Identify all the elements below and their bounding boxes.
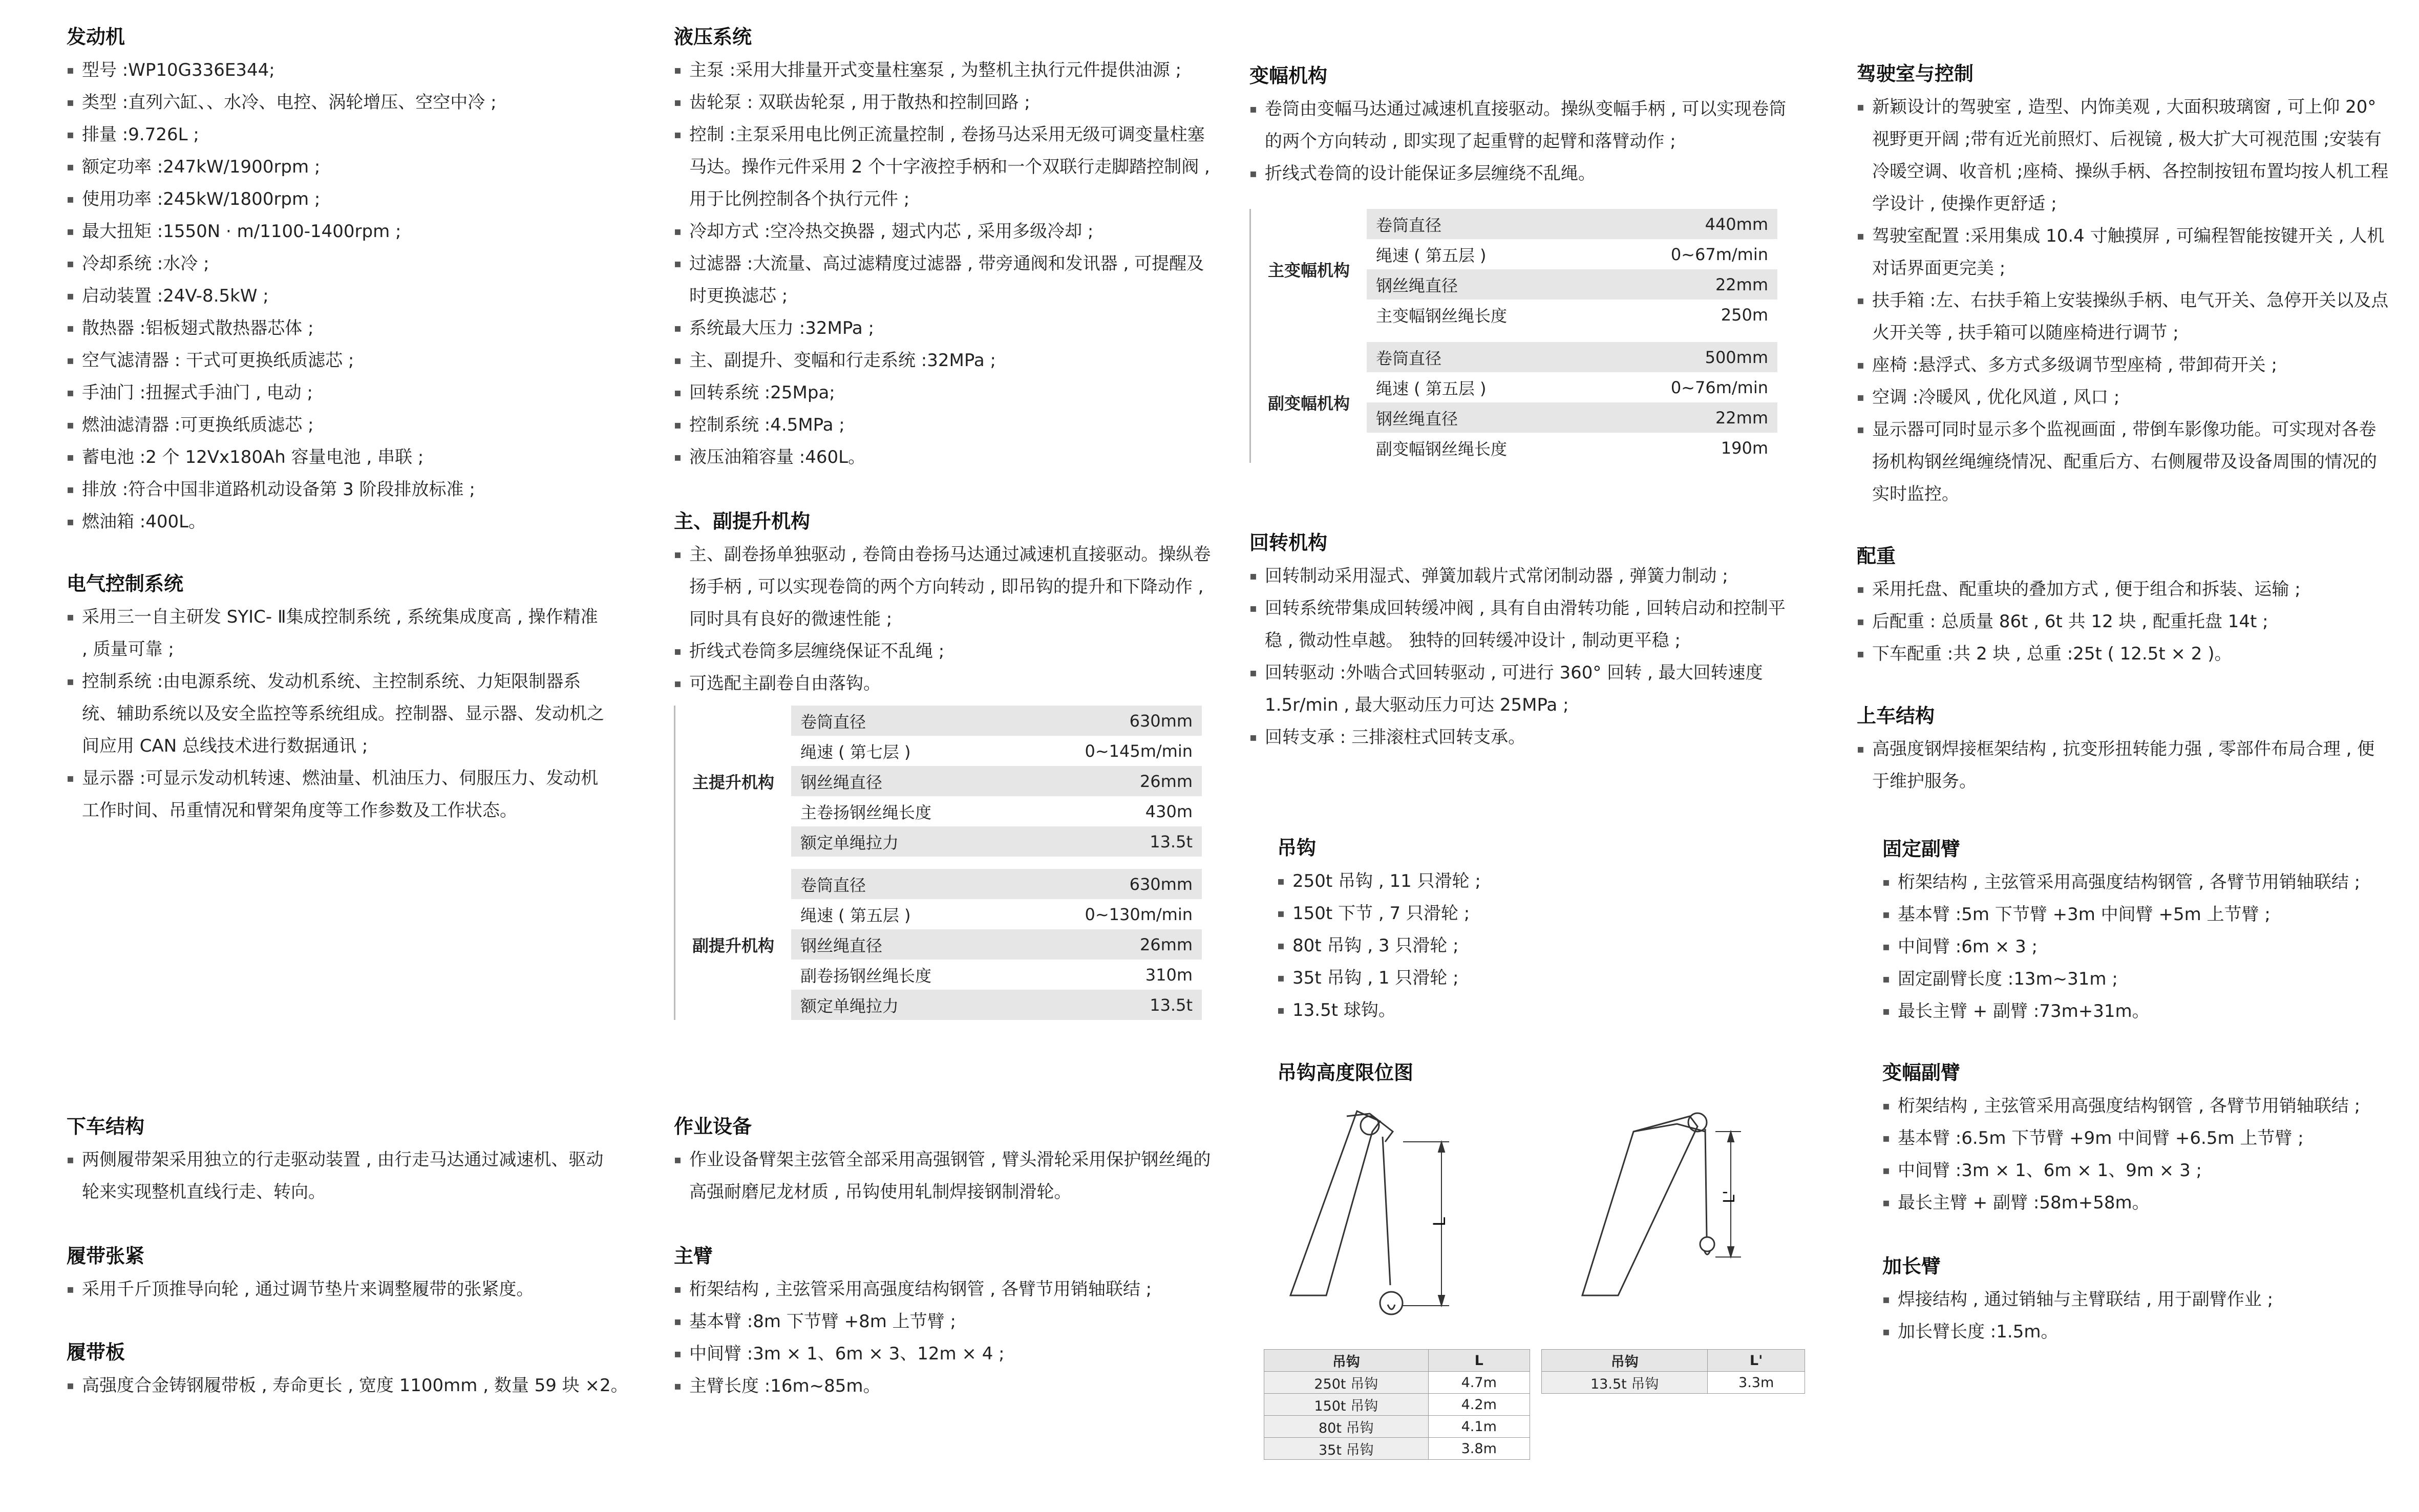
hook-diagram-right xyxy=(1582,1113,1714,1295)
list-item: ▪ 排放 :符合中国非道路机动设备第 3 阶段排放标准 ; xyxy=(67,474,620,506)
engine-list xyxy=(67,54,620,538)
list-item: ▪ 排量 :9.726L ; xyxy=(67,119,620,151)
list-item: ▪ 系统最大压力 :32MPa ; xyxy=(674,312,1212,345)
list-item: ▪ 过滤器 :大流量、高过滤精度过滤器 , 带旁通阀和发讯器 , 可提醒及时更换滤芯 ; xyxy=(674,248,1212,312)
slewing-list xyxy=(1249,560,1792,754)
list-item: ▪ 采用三一自主研发 SYIC- Ⅱ集成控制系统 , 系统集成度高 , 操作精准 , 质量可靠 ; xyxy=(67,601,604,666)
hook-limit-table-1 xyxy=(1264,1349,1530,1460)
hook-diagram-left xyxy=(1290,1111,1403,1314)
list-item: ▪ 型号 :WP10G336E344; xyxy=(67,54,620,87)
work-device-section xyxy=(674,1112,1212,1208)
undercarriage-heading: 下车结构 xyxy=(67,1115,145,1138)
tension-heading: 履带张紧 xyxy=(67,1245,145,1267)
spec-group xyxy=(675,869,1202,1020)
fixed-jib-heading: 固定副臂 xyxy=(1882,838,1961,860)
list-item: ▪ 两侧履带架采用独立的行走驱动装置 , 由行走马达通过减速机、驱动轮来实现整机直线行走、转向。 xyxy=(67,1144,609,1208)
list-item: ▪ 冷却方式 :空冷热交换器 , 翅式内芯 , 采用多级冷却 ; xyxy=(674,216,1212,248)
list-item: ▪ 冷却系统 :水冷 ; xyxy=(67,248,620,280)
list-item: ▪ 折线式卷筒多层缠绕保证不乱绳 ; xyxy=(674,635,1212,668)
spec-label: 卷筒直径 xyxy=(1367,209,1585,239)
table-cell: 250t 吊钩 xyxy=(1264,1372,1429,1394)
list-item: ▪ 显示器可同时显示多个监视画面 , 带倒车影像功能。可实现对各卷扬机构钢丝绳缠绕情况、配重后方、右侧履带及设备周围的情况的实时监控。 xyxy=(1857,414,2389,510)
spec-value: 630mm xyxy=(1009,706,1202,736)
table-row xyxy=(675,869,1202,899)
table-cell: 4.2m xyxy=(1428,1394,1530,1416)
list-item: ▪ 驾驶室配置 :采用集成 10.4 寸触摸屏 , 可编程智能按键开关 , 人机对话界面更完美 ; xyxy=(1857,220,2389,285)
main-boom-section xyxy=(674,1242,1212,1402)
ext-jib-list xyxy=(1882,1284,2394,1348)
work-device-heading: 作业设备 xyxy=(674,1115,752,1138)
table-row xyxy=(1264,1438,1530,1460)
slewing-heading: 回转机构 xyxy=(1249,531,1328,554)
list-item: ▪ 主、副提升、变幅和行走系统 :32MPa ; xyxy=(674,345,1212,377)
spec-label: 卷筒直径 xyxy=(791,869,1009,899)
spec-group xyxy=(675,706,1202,857)
list-item: ▪ 回转驱动 :外啮合式回转驱动 , 可进行 360° 回转 , 最大回转速度 1.5r/min , 最大驱动压力可达 25MPa ; xyxy=(1249,657,1792,721)
spec-label: 额定单绳拉力 xyxy=(791,826,1009,857)
list-item: ▪ 桁架结构 , 主弦管采用高强度结构钢管 , 各臂节用销轴联结 ; xyxy=(1882,866,2394,899)
spec-value: 13.5t xyxy=(1009,990,1202,1020)
spec-group xyxy=(1251,342,1777,463)
spec-value: 310m xyxy=(1009,960,1202,990)
engine-heading: 发动机 xyxy=(67,26,125,48)
shoe-section xyxy=(67,1338,630,1402)
list-item: ▪ 控制系统 :4.5MPa ; xyxy=(674,409,1212,441)
spec-label: 绳速 ( 第七层 ) xyxy=(791,736,1009,766)
undercarriage-section xyxy=(67,1112,609,1208)
list-item: ▪ 基本臂 :6.5m 下节臂 +9m 中间臂 +6.5m 上节臂 ; xyxy=(1882,1122,2394,1155)
table-cell: 4.7m xyxy=(1428,1372,1530,1394)
list-item: ▪ 采用托盘、配重块的叠加方式 , 便于组合和拆装、运输 ; xyxy=(1857,573,2389,606)
hoist-spec-table xyxy=(674,706,1202,1020)
upper-section xyxy=(1857,701,2389,798)
list-item: ▪ 主泵 :采用大排量开式变量柱塞泵 , 为整机主执行元件提供油源 ; xyxy=(674,54,1212,87)
table-cell: 3.8m xyxy=(1428,1438,1530,1460)
spec-value: 0~76m/min xyxy=(1585,372,1777,402)
spec-value: 440mm xyxy=(1585,209,1777,239)
spec-value: 430m xyxy=(1009,796,1202,826)
hoist-heading: 主、副提升机构 xyxy=(674,510,811,533)
spec-label: 钢丝绳直径 xyxy=(1367,269,1585,300)
list-item: ▪ 下车配重 :共 2 块 , 总重 :25t ( 12.5t × 2 )。 xyxy=(1857,638,2389,670)
list-item: ▪ 类型 :直列六缸、、水冷、电控、涡轮增压、空空中冷 ; xyxy=(67,87,620,119)
spec-label: 主卷扬钢丝绳长度 xyxy=(791,796,1009,826)
spec-value: 500mm xyxy=(1585,342,1777,372)
table-header-row xyxy=(1542,1350,1805,1372)
list-item: ▪ 中间臂 :3m × 1、6m × 1、9m × 3 ; xyxy=(1882,1155,2394,1187)
spec-group xyxy=(1251,209,1777,330)
shoe-list xyxy=(67,1370,630,1402)
spec-label: 绳速 ( 第五层 ) xyxy=(1367,239,1585,269)
list-item: ▪ 回转系统 :25Mpa; xyxy=(674,377,1212,409)
list-item: ▪ 焊接结构 , 通过销轴与主臂联结 , 用于副臂作业 ; xyxy=(1882,1284,2394,1316)
counterweight-heading: 配重 xyxy=(1857,545,1896,567)
list-item: ▪ 扶手箱 :左、右扶手箱上安装操纵手柄、电气开关、急停开关以及点火开关等 , 扶手箱可以随座椅进行调节 ; xyxy=(1857,285,2389,349)
main-boom-heading: 主臂 xyxy=(674,1245,713,1267)
table-cell: 13.5t 吊钩 xyxy=(1542,1372,1708,1394)
hook-limit-heading: 吊钩高度限位图 xyxy=(1277,1061,1414,1084)
table-header: 吊钩 xyxy=(1542,1350,1708,1372)
undercarriage-list xyxy=(67,1144,609,1208)
spec-value: 0~130m/min xyxy=(1009,899,1202,929)
counterweight-list xyxy=(1857,573,2389,670)
spec-value: 0~145m/min xyxy=(1009,736,1202,766)
list-item: ▪ 显示器 :可显示发动机转速、燃油量、机油压力、伺服压力、发动机工作时间、吊重情况和臂架角度等工作参数及工作状态。 xyxy=(67,762,604,827)
boom-right-shape xyxy=(1582,1116,1697,1295)
list-item: ▪ 基本臂 :8m 下节臂 +8m 上节臂 ; xyxy=(674,1306,1212,1338)
spec-value: 22mm xyxy=(1585,402,1777,433)
table-cell: 35t 吊钩 xyxy=(1264,1438,1429,1460)
spec-label: 副变幅钢丝绳长度 xyxy=(1367,433,1585,463)
list-item: ▪ 采用千斤顶推导向轮 , 通过调节垫片来调整履带的张紧度。 xyxy=(67,1273,620,1306)
list-item: ▪ 燃油滤清器 :可更换纸质滤芯 ; xyxy=(67,409,620,441)
fixed-jib-section xyxy=(1882,835,2394,1028)
list-item: ▪ 空调 :冷暖风 , 优化风道 , 风口 ; xyxy=(1857,381,2389,414)
spec-label: 钢丝绳直径 xyxy=(791,929,1009,960)
ball-hook-right xyxy=(1700,1237,1714,1251)
list-item: ▪ 固定副臂长度 :13m~31m ; xyxy=(1882,963,2394,995)
hydraulic-list xyxy=(674,54,1212,474)
list-item: ▪ 作业设备臂架主弦管全部采用高强钢管 , 臂头滑轮采用保护钢丝绳的高强耐磨尼龙材质 , 吊钩使用轧制焊接钢制滑轮。 xyxy=(674,1144,1212,1208)
luffing-jib-section xyxy=(1882,1058,2394,1219)
table-row xyxy=(1251,342,1777,372)
spec-group-label: 主提升机构 xyxy=(675,706,791,857)
dimension-label-L-prime: L' xyxy=(1721,1190,1738,1203)
electric-section xyxy=(67,569,604,827)
list-item: ▪ 150t 下节 , 7 只滑轮 ; xyxy=(1277,898,1687,930)
list-item: ▪ 空气滤清器 : 干式可更换纸质滤芯 ; xyxy=(67,345,620,377)
list-item: ▪ 卷筒由变幅马达通过减速机直接驱动。操纵变幅手柄 , 可以实现卷筒的两个方向转动 , 即实现了起重臂的起臂和落臂动作 ; xyxy=(1249,93,1792,158)
spec-value: 630mm xyxy=(1009,869,1202,899)
spec-label: 卷筒直径 xyxy=(1367,342,1585,372)
list-item: ▪ 中间臂 :3m × 1、6m × 3、12m × 4 ; xyxy=(674,1338,1212,1370)
list-item: ▪ 最长主臂 + 副臂 :73m+31m。 xyxy=(1882,995,2394,1028)
list-item: ▪ 回转系统带集成回转缓冲阀 , 具有自由滑转功能 , 回转启动和控制平稳 , 微动性卓越。 独特的回转缓冲设计 , 制动更平稳 ; xyxy=(1249,592,1792,657)
upper-heading: 上车结构 xyxy=(1857,705,1935,727)
ext-jib-heading: 加长臂 xyxy=(1882,1255,1941,1277)
work-device-list xyxy=(674,1144,1212,1208)
spec-label: 绳速 ( 第五层 ) xyxy=(1367,372,1585,402)
table-header-row xyxy=(1264,1350,1530,1372)
list-item: ▪ 回转制动采用湿式、弹簧加载片式常闭制动器 , 弹簧力制动 ; xyxy=(1249,560,1792,592)
list-item: ▪ 散热器 :铝板翅式散热器芯体 ; xyxy=(67,312,620,345)
table-row xyxy=(1264,1394,1530,1416)
table-row xyxy=(1264,1372,1530,1394)
list-item: ▪ 控制 :主泵采用电比例正流量控制 , 卷扬马达采用无级可调变量柱塞马达。操作元件采用 2 个十字液控手柄和一个双联行走脚踏控制阀 , 用于比例控制各个执行元件 ; xyxy=(674,119,1212,216)
luffing-spec-table xyxy=(1249,209,1777,463)
list-item: ▪ 基本臂 :5m 下节臂 +3m 中间臂 +5m 上节臂 ; xyxy=(1882,899,2394,931)
spec-label: 钢丝绳直径 xyxy=(1367,402,1585,433)
cab-section xyxy=(1857,59,2389,510)
ext-jib-section xyxy=(1882,1252,2394,1348)
hook-left xyxy=(1388,1305,1395,1309)
hydraulic-section xyxy=(674,23,1212,474)
spec-label: 钢丝绳直径 xyxy=(791,766,1009,796)
list-item: ▪ 可选配主副卷自由落钩。 xyxy=(674,668,1212,700)
luffing-list xyxy=(1249,93,1792,190)
list-item: ▪ 加长臂长度 :1.5m。 xyxy=(1882,1316,2394,1348)
list-item: ▪ 250t 吊钩 , 11 只滑轮 ; xyxy=(1277,865,1687,898)
engine-section xyxy=(67,23,620,538)
list-item: ▪ 中间臂 :6m × 3 ; xyxy=(1882,931,2394,963)
spec-label: 绳速 ( 第五层 ) xyxy=(791,899,1009,929)
spec-label: 副卷扬钢丝绳长度 xyxy=(791,960,1009,990)
list-item: ▪ 燃油箱 :400L。 xyxy=(67,506,620,538)
list-item: ▪ 手油门 :扭握式手油门 , 电动 ; xyxy=(67,377,620,409)
list-item: ▪ 高强度合金铸钢履带板 , 寿命更长 , 宽度 1100mm , 数量 59 块 ×2。 xyxy=(67,1370,630,1402)
list-item: ▪ 齿轮泵 : 双联齿轮泵 , 用于散热和控制回路 ; xyxy=(674,87,1212,119)
hook-rope-right xyxy=(1705,1129,1707,1237)
hook-limit-table-2 xyxy=(1541,1349,1805,1394)
list-item: ▪ 高强度钢焊接框架结构 , 抗变形扭转能力强 , 零部件布局合理 , 便于维护服务。 xyxy=(1857,733,2389,798)
list-item: ▪ 蓄电池 :2 个 12Vx180Ah 容量电池 , 串联 ; xyxy=(67,441,620,474)
spec-group-label: 副变幅机构 xyxy=(1251,342,1367,463)
list-item: ▪ 折线式卷筒的设计能保证多层缠绕不乱绳。 xyxy=(1249,158,1792,190)
table-cell: 3.3m xyxy=(1708,1372,1805,1394)
electric-list xyxy=(67,601,604,827)
hook-limit-section xyxy=(1277,1058,1840,1090)
hoist-list xyxy=(674,539,1212,700)
list-item: ▪ 13.5t 球钩。 xyxy=(1277,994,1687,1027)
fixed-jib-list xyxy=(1882,866,2394,1028)
hook-rope-left xyxy=(1383,1137,1390,1285)
luffing-section xyxy=(1249,61,1792,190)
hook-list xyxy=(1277,865,1687,1027)
list-item: ▪ 最长主臂 + 副臂 :58m+58m。 xyxy=(1882,1187,2394,1219)
hook-section xyxy=(1277,834,1687,1027)
spec-value: 22mm xyxy=(1585,269,1777,300)
boom-left-shape xyxy=(1290,1111,1380,1295)
list-item: ▪ 新颖设计的驾驶室 , 造型、内饰美观 , 大面积玻璃窗 , 可上仰 20° 视野更开阔 ;带有近光前照灯、后视镜 , 极大扩大可视范围 ;安装有冷暖空调、收音机 ;座椅、操纵手柄、各控制按钮布置均按人机工程学设计 , 使操作更舒适 ; xyxy=(1857,91,2389,220)
slewing-section xyxy=(1249,528,1792,754)
list-item: ▪ 35t 吊钩 , 1 只滑轮 ; xyxy=(1277,962,1687,994)
spec-label: 主变幅钢丝绳长度 xyxy=(1367,300,1585,330)
luffing-jib-list xyxy=(1882,1090,2394,1219)
dimension-label-L: L xyxy=(1430,1217,1449,1226)
table-row xyxy=(675,706,1202,736)
hook-block-left xyxy=(1380,1292,1403,1314)
spec-label: 额定单绳拉力 xyxy=(791,990,1009,1020)
spec-value: 13.5t xyxy=(1009,826,1202,857)
list-item: ▪ 液压油箱容量 :460L。 xyxy=(674,441,1212,474)
tension-list xyxy=(67,1273,620,1306)
list-item: ▪ 启动装置 :24V-8.5kW ; xyxy=(67,280,620,312)
spec-group-label: 副提升机构 xyxy=(675,869,791,1020)
electric-heading: 电气控制系统 xyxy=(67,572,184,595)
spec-value: 250m xyxy=(1585,300,1777,330)
table-cell: 4.1m xyxy=(1428,1416,1530,1438)
list-item: ▪ 后配重 : 总质量 86t , 6t 共 12 块 , 配重托盘 14t ; xyxy=(1857,606,2389,638)
spec-group-label: 主变幅机构 xyxy=(1251,209,1367,330)
hook-heading: 吊钩 xyxy=(1277,837,1317,859)
list-item: ▪ 80t 吊钩 , 3 只滑轮 ; xyxy=(1277,930,1687,962)
table-header: L' xyxy=(1708,1350,1805,1372)
tension-section xyxy=(67,1242,620,1306)
spec-value: 190m xyxy=(1585,433,1777,463)
list-item: ▪ 最大扭矩 :1550N · m/1100-1400rpm ; xyxy=(67,216,620,248)
list-item: ▪ 主臂长度 :16m~85m。 xyxy=(674,1370,1212,1402)
table-header: L xyxy=(1428,1350,1530,1372)
hoist-section xyxy=(674,507,1212,700)
luffing-heading: 变幅机构 xyxy=(1249,65,1328,87)
list-item: ▪ 主、副卷扬单独驱动 , 卷筒由卷扬马达通过减速机直接驱动。操纵卷扬手柄 , 可以实现卷筒的两个方向转动 , 即吊钩的提升和下降动作 , 同时具有良好的微速性能 ; xyxy=(674,539,1212,635)
cab-heading: 驾驶室与控制 xyxy=(1857,62,1974,85)
upper-list xyxy=(1857,733,2389,798)
shoe-heading: 履带板 xyxy=(67,1341,125,1364)
spec-value: 0~67m/min xyxy=(1585,239,1777,269)
table-cell: 80t 吊钩 xyxy=(1264,1416,1429,1438)
cab-list xyxy=(1857,91,2389,510)
spec-value: 26mm xyxy=(1009,929,1202,960)
table-row xyxy=(1542,1372,1805,1394)
hydraulic-heading: 液压系统 xyxy=(674,26,752,48)
list-item: ▪ 座椅 :悬浮式、多方式多级调节型座椅 , 带卸荷开关 ; xyxy=(1857,349,2389,381)
spec-value: 26mm xyxy=(1009,766,1202,796)
list-item: ▪ 额定功率 :247kW/1900rpm ; xyxy=(67,151,620,183)
list-item: ▪ 桁架结构 , 主弦管采用高强度结构钢管 , 各臂节用销轴联结 ; xyxy=(674,1273,1212,1306)
main-boom-list xyxy=(674,1273,1212,1402)
list-item: ▪ 桁架结构 , 主弦管采用高强度结构钢管 , 各臂节用销轴联结 ; xyxy=(1882,1090,2394,1122)
list-item: ▪ 控制系统 :由电源系统、发动机系统、主控制系统、力矩限制器系统、辅助系统以及安全监控等系统组成。控制器、显示器、发动机之间应用 CAN 总线技术进行数据通讯 ; xyxy=(67,666,604,762)
table-row xyxy=(1264,1416,1530,1438)
table-header: 吊钩 xyxy=(1264,1350,1429,1372)
table-cell: 150t 吊钩 xyxy=(1264,1394,1429,1416)
list-item: ▪ 使用功率 :245kW/1800rpm ; xyxy=(67,183,620,216)
table-row xyxy=(1251,209,1777,239)
list-item: ▪ 回转支承 : 三排滚柱式回转支承。 xyxy=(1249,721,1792,754)
luffing-jib-heading: 变幅副臂 xyxy=(1882,1061,1961,1084)
counterweight-section xyxy=(1857,542,2389,670)
spec-label: 卷筒直径 xyxy=(791,706,1009,736)
hook-height-diagram xyxy=(1280,1101,1818,1331)
